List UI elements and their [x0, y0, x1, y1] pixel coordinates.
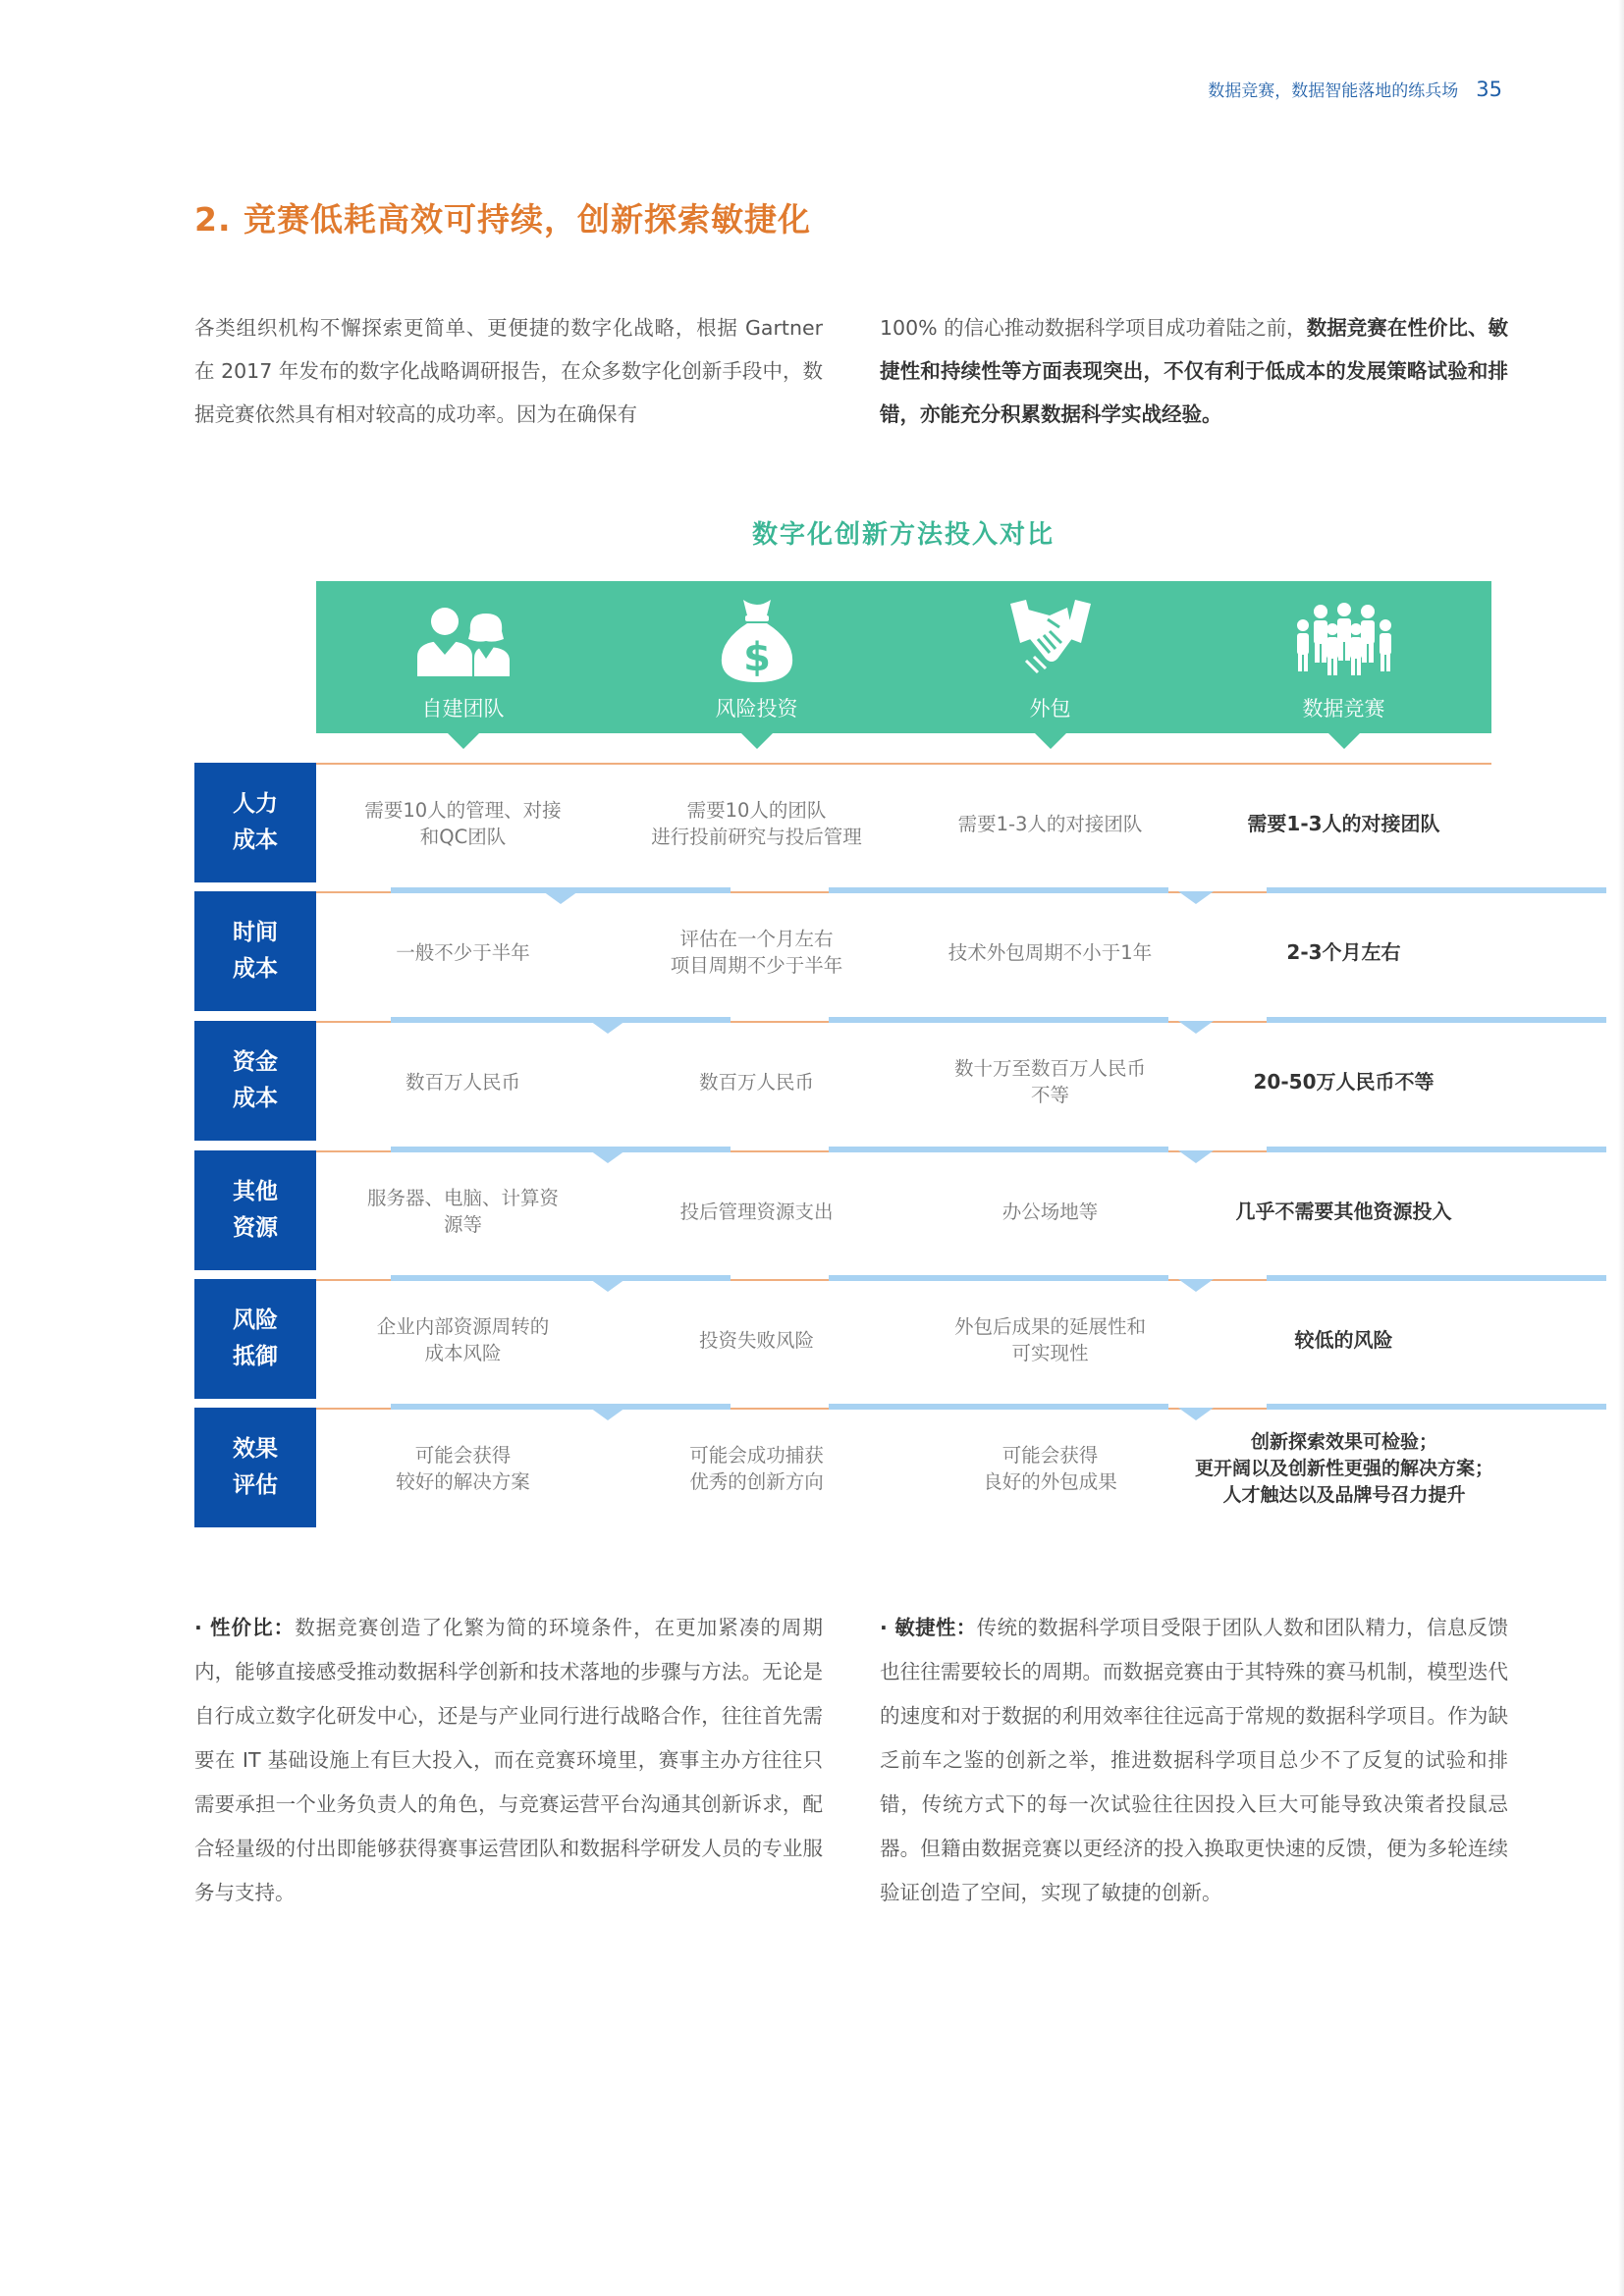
- paragraph-label: · 性价比：: [194, 1616, 296, 1639]
- table-cell: 可能会获得 较好的解决方案: [396, 1444, 530, 1493]
- intro-right-paragraph: [880, 306, 1508, 436]
- page-edge: [1618, 0, 1624, 2296]
- table-cell: 企业内部资源周转的 成本风险: [376, 1315, 550, 1364]
- crowd-icon: [1197, 601, 1490, 679]
- team-icon: [316, 601, 610, 679]
- paragraph-text: 传统的数据科学项目受限于团队人数和团队精力，信息反馈也往往需要较长的周期。而数据竞赛由于其特殊的赛马机制，模型迭代的速度和对于数据的利用效率往往远高于常规的数据科学项目。作为缺乏前车之鉴的创新之举，推进数据科学项目总少不了反复的试验和排错，传统方式下的每一次试验往往因投入巨大可能导致决策者投鼠忌器。但籍由数据竞赛以更经济的投入换取更快速的反馈，便为多轮连续验证创造了空间，实现了敏捷的创新。: [880, 1616, 1508, 1904]
- table-cell: 数十万至数百万人民币 不等: [953, 1057, 1146, 1106]
- money-bag-icon: [610, 601, 903, 679]
- column-outsourcing: [903, 581, 1197, 733]
- svg-text:$: $: [742, 635, 771, 680]
- row-header: 其他 资源: [194, 1150, 316, 1270]
- table-cell: 技术外包周期不小于1年: [947, 940, 1153, 964]
- row-header: 资金 成本: [194, 1021, 316, 1141]
- cost-effectiveness-paragraph: [194, 1606, 823, 1915]
- table-cell: 投资失败风险: [698, 1328, 814, 1352]
- paragraph-label: · 敏捷性：: [880, 1616, 977, 1639]
- page-number: 35: [1476, 78, 1502, 101]
- table-cell: 服务器、电脑、计算资 源等: [366, 1187, 559, 1236]
- column-label: 数据竞赛: [1302, 697, 1385, 721]
- column-data-competition: [1197, 581, 1490, 733]
- table-cell: 投后管理资源支出: [679, 1200, 834, 1223]
- table-cell-highlight: 几乎不需要其他资源投入: [1235, 1199, 1452, 1223]
- table-cell-highlight: 2-3个月左右: [1286, 939, 1401, 964]
- table-row: [194, 763, 1491, 882]
- agility-paragraph: [880, 1606, 1508, 1915]
- table-row: [194, 1279, 1491, 1399]
- table-row: [194, 1408, 1491, 1527]
- method-header-band: [316, 581, 1491, 733]
- table-cell: 需要1-3人的对接团队: [957, 812, 1143, 835]
- table-cell: 可能会成功捕获 优秀的创新方向: [689, 1444, 824, 1493]
- handshake-icon: [903, 601, 1197, 679]
- column-self-built-team: [316, 581, 610, 733]
- table-cell: 需要10人的管理、对接 和QC团队: [364, 799, 562, 848]
- table-cell: 数百万人民币: [698, 1070, 814, 1094]
- page-header: [1208, 77, 1502, 101]
- paragraph-text: 数据竞赛创造了化繁为简的环境条件，在更加紧凑的周期内，能够直接感受推动数据科学创新和技术落地的步骤与方法。无论是自行成立数字化研发中心，还是与产业同行进行战略合作，往往首先需要在 IT 基础设施上有巨大投入，而在竞赛环境里，赛事主办方往往只需要承担一个业务负责人的角色，与竞赛运营平台沟通其创新诉求，配合轻量级的付出即能够获得赛事运营团队和数据科学研发人员的专业服务与支持。: [194, 1616, 823, 1904]
- table-cell: 数百万人民币: [405, 1070, 520, 1094]
- table-cell: 一般不少于半年: [396, 940, 530, 964]
- row-header: 风险 抵御: [194, 1279, 316, 1399]
- row-header: 时间 成本: [194, 891, 316, 1011]
- intro-right-plain: 100% 的信心推动数据科学项目成功着陆之前，: [880, 316, 1307, 340]
- table-cell: 办公场地等: [1001, 1200, 1099, 1223]
- table-row: [194, 891, 1491, 1011]
- table-cell: 评估在一个月左右 项目周期不少于半年: [670, 928, 843, 977]
- table-cell: 外包后成果的延展性和 可实现性: [953, 1315, 1146, 1364]
- table-cell: 需要10人的团队 进行投前研究与投后管理: [651, 799, 862, 848]
- table-cell-highlight: 需要1-3人的对接团队: [1247, 811, 1440, 835]
- table-cell: 可能会获得 良好的外包成果: [983, 1444, 1117, 1493]
- column-venture-capital: [610, 581, 903, 733]
- header-title: 数据竞赛，数据智能落地的练兵场: [1208, 81, 1459, 101]
- table-cell-highlight: 20-50万人民币不等: [1253, 1069, 1435, 1094]
- table-cell-highlight: 较低的风险: [1294, 1327, 1393, 1352]
- table-cell-highlight: 创新探索效果可检验； 更开阔以及创新性更强的解决方案； 人才触达以及品牌号召力提升: [1194, 1430, 1493, 1506]
- column-label: 自建团队: [421, 697, 505, 721]
- section-title: 2. 竞赛低耗高效可持续，创新探索敏捷化: [194, 200, 811, 239]
- row-header: 人力 成本: [194, 763, 316, 882]
- intro-left-paragraph: 各类组织机构不懈探索更简单、更便捷的数字化战略，根据 Gartner 在 2017 年发布的数字化战略调研报告，在众多数字化创新手段中，数据竞赛依然具有相对较高的成功率。因为在确保有: [194, 316, 823, 426]
- row-header: 效果 评估: [194, 1408, 316, 1527]
- table-row: [194, 1021, 1491, 1141]
- column-label: 外包: [1029, 697, 1071, 721]
- comparison-title: 数字化创新方法投入对比: [751, 520, 1055, 550]
- intro-right-bold: 数据竞赛在性价比、敏捷性和持续性等方面表现突出，不仅有利于低成本的发展策略试验和排错，亦能充分积累数据科学实战经验。: [880, 316, 1508, 426]
- column-label: 风险投资: [715, 697, 798, 721]
- table-row: [194, 1150, 1491, 1270]
